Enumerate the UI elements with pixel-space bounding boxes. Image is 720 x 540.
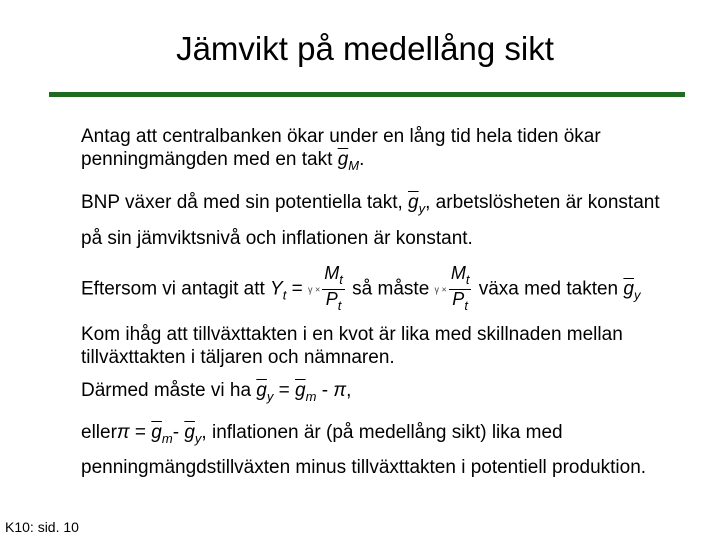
numerator-subscript: t — [339, 272, 343, 287]
numerator-subscript: t — [465, 272, 470, 287]
denominator-subscript: t — [464, 298, 468, 313]
time-subscript: t — [282, 287, 287, 303]
gamma-marker: γ × — [308, 284, 321, 295]
money-price-fraction — [322, 264, 345, 315]
title-divider — [49, 92, 685, 97]
numerator-symbol: M — [450, 263, 466, 283]
growth-symbol: $\overline{g}$ — [295, 380, 306, 401]
bullet-text-end: , — [346, 380, 352, 401]
output-symbol: Y — [270, 278, 283, 300]
growth-symbol: $\overline{g}$ — [623, 278, 634, 300]
comma: , — [201, 422, 207, 443]
denominator-symbol: P — [452, 289, 465, 309]
growth-symbol: $\overline{g}$ — [151, 422, 162, 443]
bullet-text: Eftersom vi antagit att — [81, 278, 271, 300]
bullet-item — [73, 323, 673, 369]
minus-sign: - — [172, 422, 185, 443]
bullet-text: inflationen är (på medellång sikt) lika med penningmängdstillväxten minus tillväxttakten i potentiell produktion. — [81, 422, 647, 478]
bullet-text: BNP växer då med sin potentiella takt, — [81, 192, 409, 213]
minus-sign: - — [316, 380, 334, 401]
slide-footer: K10: sid. 10 — [5, 519, 79, 535]
bullet-list — [73, 125, 673, 485]
denominator-symbol: P — [325, 289, 338, 309]
bullet-text: , arbetslösheten är konstant på sin jämviktsnivå och inflationen är konstant. — [81, 192, 660, 249]
equals-sign: = — [129, 422, 152, 443]
bullet-item — [73, 125, 673, 177]
growth-subscript: m — [161, 431, 173, 446]
bullet-text: Kom ihåg att tillväxttakten i en kvot är lika med skillnaden mellan tillväxttakten i täljaren och nämnaren. — [81, 324, 623, 368]
money-price-fraction — [449, 264, 472, 315]
pi-symbol: π — [333, 380, 347, 401]
equals-sign: = — [286, 278, 308, 300]
growth-subscript: y — [633, 287, 641, 303]
slide-title: Jämvikt på medellång sikt — [176, 30, 554, 67]
bullet-text: växa med takten — [473, 278, 624, 300]
bullet-item — [73, 264, 673, 315]
growth-subscript: y — [194, 431, 202, 446]
growth-symbol: $\overline{g}$ — [184, 422, 195, 443]
growth-subscript: m — [305, 389, 317, 404]
gamma-marker: γ × — [434, 284, 447, 295]
growth-symbol: $\overline{g}$ — [337, 149, 349, 170]
numerator-symbol: M — [324, 263, 340, 283]
denominator-subscript: t — [337, 298, 342, 313]
equals-sign: = — [273, 380, 296, 401]
bullet-item — [73, 188, 673, 254]
bullet-item — [73, 418, 673, 482]
growth-subscript: y — [418, 201, 426, 216]
growth-symbol: $\overline{g}$ — [408, 192, 419, 213]
bullet-text: så måste — [346, 278, 435, 300]
pi-symbol: π — [116, 422, 130, 443]
bullet-text-end: . — [359, 149, 365, 170]
bullet-text: Därmed måste vi ha — [81, 380, 257, 401]
bullet-text: eller — [81, 422, 117, 443]
growth-subscript: M — [348, 158, 360, 173]
growth-symbol: $\overline{g}$ — [256, 380, 267, 401]
bullet-text: Antag att centralbanken ökar under en lång tid hela tiden ökar penningmängden med en takt — [81, 126, 601, 170]
growth-subscript: y — [266, 389, 274, 404]
bullet-item — [73, 378, 673, 410]
